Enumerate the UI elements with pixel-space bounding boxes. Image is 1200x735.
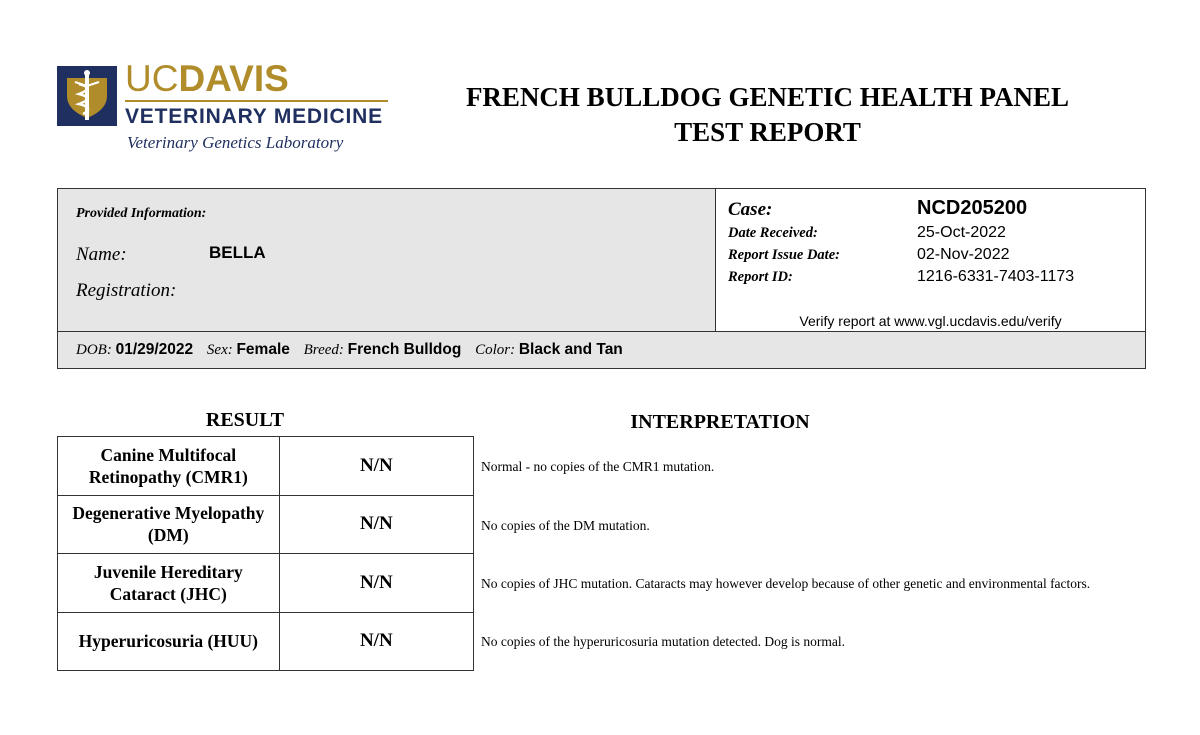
case-value: NCD205200 [917,197,1028,219]
color-value: Black and Tan [518,341,623,358]
date-received-label: Date Received: [728,225,818,241]
issue-date-label: Report Issue Date: [728,247,840,263]
case-panel [716,189,1145,332]
test-result: N/N [279,554,473,613]
result-heading: RESULT [205,409,285,431]
breed-label: Breed: [303,342,344,358]
caduceus-shield-icon [57,66,117,126]
provided-information-panel [58,189,716,332]
test-name-line: (DM) [147,525,189,546]
test-name [58,495,280,554]
color-label: Color: [475,342,516,358]
interpretation-text: No copies of the DM mutation. [481,518,650,533]
table-row [58,612,474,671]
report-id-value: 1216-6331-7403-1173 [917,268,1075,285]
report-title [420,80,1115,150]
test-name-line: Degenerative Myelopathy [72,503,265,524]
test-name [58,612,280,671]
demographics-line [76,341,633,359]
dob-value: 01/29/2022 [115,341,194,358]
registration-label: Registration: [76,280,177,301]
test-name [58,437,280,496]
date-received-value: 25-Oct-2022 [917,224,1006,241]
report-id-label: Report ID: [728,269,793,285]
table-row [58,495,474,554]
interpretation-text: No copies of the hyperuricosuria mutation detected. Dog is normal. [481,634,846,649]
test-name-line: Cataract (JHC) [109,583,227,604]
dob-label: DOB: [76,342,112,358]
test-name-line: Hyperuricosuria (HUU) [78,631,258,652]
name-label: Name: [76,244,127,265]
verify-link-text[interactable]: Verify report at www.vgl.ucdavis.edu/verify [799,313,1062,329]
logo-lab-name: Veterinary Genetics Laboratory [127,133,344,152]
interpretation-heading: INTERPRETATION [630,411,810,433]
test-name-line: Retinopathy (CMR1) [88,466,248,487]
logo-school-name: VETERINARY MEDICINE [125,105,383,128]
report-title-line2: TEST REPORT [674,117,861,147]
table-row [58,437,474,496]
breed-value: French Bulldog [347,341,462,358]
interpretation-text: No copies of JHC mutation. Cataracts may however develop because of other genetic and environmental factors. [481,576,1091,591]
test-result: N/N [279,437,473,496]
test-result: N/N [279,612,473,671]
info-box [57,188,1146,369]
test-name-line: Juvenile Hereditary [93,561,243,582]
test-result: N/N [279,495,473,554]
table-row [58,554,474,613]
demographics-bar [58,332,1145,368]
interpretation-text: Normal - no copies of the CMR1 mutation. [481,459,715,474]
name-value: BELLA [209,243,266,262]
sex-value: Female [236,341,290,358]
result-table [57,436,474,671]
test-name [58,554,280,613]
ucdavis-vet-med-logo [57,58,397,158]
sex-label: Sex: [206,342,233,358]
case-label: Case: [728,199,773,220]
test-name-line: Canine Multifocal [100,444,237,465]
issue-date-value: 02-Nov-2022 [917,246,1010,263]
provided-heading: Provided Information: [76,206,207,221]
logo-divider [125,100,388,102]
report-title-line1: FRENCH BULLDOG GENETIC HEALTH PANEL [465,82,1070,112]
logo-wordmark: UCDAVIS [125,58,289,99]
